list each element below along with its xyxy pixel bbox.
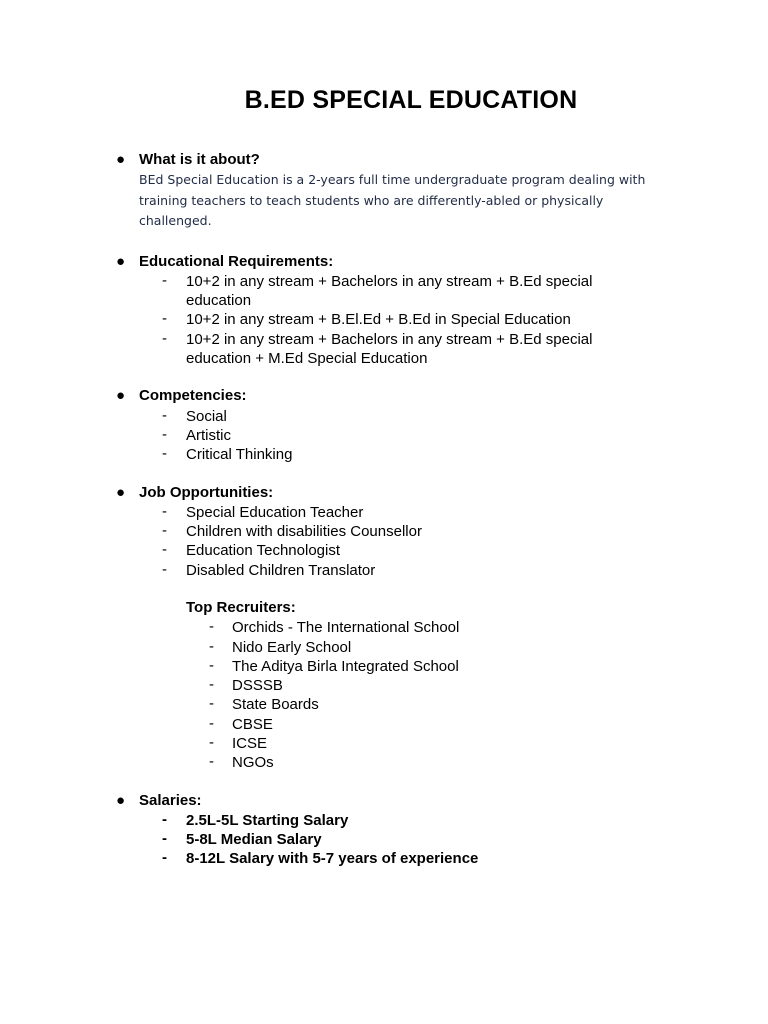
requirement-text: 10+2 in any stream + Bachelors in any stream + B.Ed special education: [186, 273, 593, 309]
list-item: [0, 561, 768, 580]
dash-marker: -: [209, 695, 214, 712]
list-item: [0, 695, 768, 714]
dash-marker: -: [209, 753, 214, 770]
list-item: [0, 618, 768, 637]
job-text: Children with disabilities Counsellor: [186, 523, 422, 540]
list-item: [0, 445, 768, 464]
list-item: [0, 657, 768, 676]
dash-marker: -: [162, 561, 167, 578]
list-item: [0, 330, 768, 367]
list-item: [0, 541, 768, 560]
dash-marker: -: [162, 426, 167, 443]
list-item: [0, 715, 768, 734]
salary-text: 8-12L Salary with 5-7 years of experience: [186, 850, 479, 867]
section-heading-about: What is it about?: [139, 151, 260, 168]
dash-marker: -: [162, 522, 167, 539]
bullet-icon: ●: [116, 484, 126, 501]
dash-marker: -: [209, 715, 214, 732]
dash-marker: -: [162, 830, 167, 847]
dash-marker: -: [162, 811, 167, 828]
recruiter-text: NGOs: [232, 754, 274, 771]
recruiter-text: Orchids - The International School: [232, 619, 460, 636]
bullet-icon: ●: [116, 792, 126, 809]
recruiter-text: CBSE: [232, 716, 273, 733]
recruiter-text: The Aditya Birla Integrated School: [232, 658, 459, 675]
bullet-icon: ●: [116, 253, 126, 270]
bullet-icon: ●: [116, 387, 126, 404]
bullet-icon: ●: [116, 151, 126, 168]
recruiter-text: State Boards: [232, 696, 319, 713]
competency-text: Social: [186, 408, 227, 425]
section-heading-requirements: Educational Requirements:: [139, 253, 334, 270]
list-item: [0, 811, 768, 830]
recruiter-text: Nido Early School: [232, 639, 352, 656]
dash-marker: -: [162, 330, 167, 347]
dash-marker: -: [162, 503, 167, 520]
dash-marker: -: [209, 638, 214, 655]
list-item: [0, 522, 768, 541]
dash-marker: -: [209, 734, 214, 751]
list-item: [0, 849, 768, 868]
section-heading-jobs: Job Opportunities:: [139, 484, 274, 501]
list-item: [0, 503, 768, 522]
list-item: [0, 426, 768, 445]
job-text: Disabled Children Translator: [186, 562, 376, 579]
dash-marker: -: [209, 676, 214, 693]
dash-marker: -: [162, 541, 167, 558]
salary-text: 5-8L Median Salary: [186, 831, 322, 848]
about-paragraph: BEd Special Education is a 2-years full time undergraduate program dealing with training teachers to teach students who are differently-abled or physically challenged.: [139, 172, 646, 228]
salary-text: 2.5L-5L Starting Salary: [186, 812, 349, 829]
dash-marker: -: [162, 310, 167, 327]
section-heading-competencies: Competencies:: [139, 387, 247, 404]
recruiter-text: ICSE: [232, 735, 268, 752]
dash-marker: -: [209, 657, 214, 674]
competency-text: Artistic: [186, 427, 231, 444]
list-item: [0, 734, 768, 753]
list-item: [0, 310, 768, 329]
list-item: [0, 753, 768, 772]
recruiter-text: DSSSB: [232, 677, 283, 694]
dash-marker: -: [209, 618, 214, 635]
list-item: [0, 830, 768, 849]
job-text: Special Education Teacher: [186, 504, 364, 521]
section-heading-salaries: Salaries:: [139, 792, 202, 809]
requirement-text: 10+2 in any stream + Bachelors in any stream + B.Ed special education + M.Ed Special Education: [186, 331, 593, 367]
list-item: [0, 407, 768, 426]
job-text: Education Technologist: [186, 542, 340, 559]
list-item: [0, 272, 768, 309]
dash-marker: -: [162, 849, 167, 866]
dash-marker: -: [162, 445, 167, 462]
competency-text: Critical Thinking: [186, 446, 293, 463]
list-item: [0, 638, 768, 657]
list-item: [0, 676, 768, 695]
dash-marker: -: [162, 272, 167, 289]
page-title: B.ED SPECIAL EDUCATION: [244, 86, 578, 114]
requirement-text: 10+2 in any stream + B.El.Ed + B.Ed in Special Education: [186, 311, 571, 328]
recruiters-heading: Top Recruiters:: [186, 599, 296, 616]
dash-marker: -: [162, 407, 167, 424]
